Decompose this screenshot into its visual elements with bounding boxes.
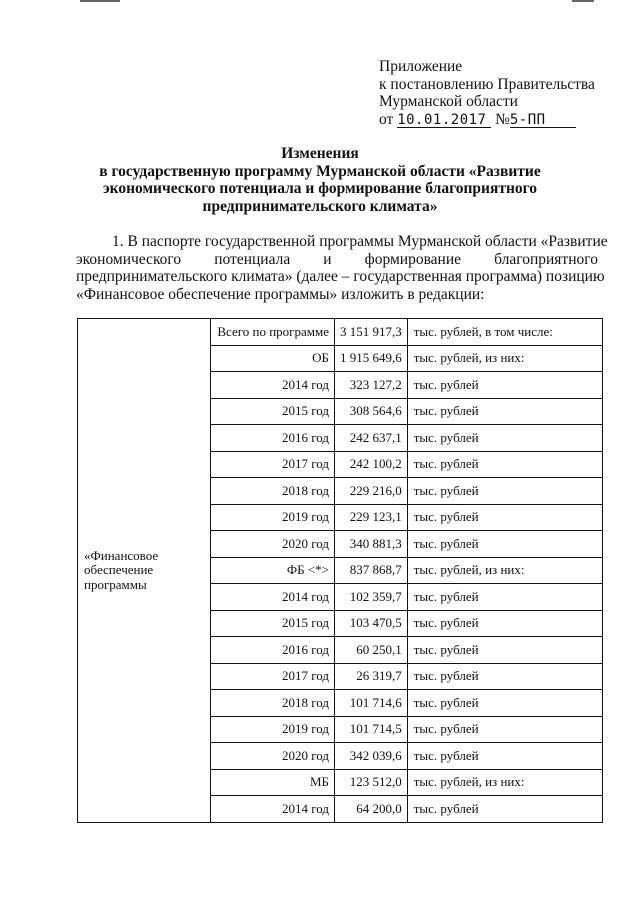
position-label-line: «Финансовое [84, 547, 159, 563]
appendix-header [379, 58, 595, 128]
row-label-cell: Всего по программе [211, 319, 335, 346]
date-value: 10.01.2017 [397, 111, 487, 128]
paragraph-word: благоприятного [494, 250, 598, 268]
row-value-cell: 26 319,7 [335, 663, 408, 690]
paragraph-line-2 [76, 251, 598, 269]
row-label-cell: 2014 год [211, 584, 335, 611]
row-unit-cell: тыс. рублей [407, 637, 602, 664]
appendix-date-line [379, 111, 595, 129]
title-line-2: в государственную программу Мурманской области «Развитие [99, 162, 541, 180]
date-field [397, 113, 491, 128]
row-unit-cell: тыс. рублей [407, 398, 602, 425]
row-unit-cell: тыс. рублей [407, 796, 602, 823]
title-line-1: Изменения [281, 145, 359, 162]
table-row [78, 319, 603, 346]
position-label-line: программы [84, 576, 147, 592]
paragraph-word: формирование [364, 250, 462, 268]
scan-edge-mark-right [572, 0, 594, 2]
paragraph-word: и [323, 250, 332, 268]
row-label-cell: 2019 год [211, 716, 335, 743]
row-unit-cell: тыс. рублей [407, 451, 602, 478]
row-value-cell: 323 127,2 [335, 372, 408, 399]
position-label-cell [78, 319, 211, 823]
row-label-cell: 2015 год [211, 398, 335, 425]
row-unit-cell: тыс. рублей [407, 504, 602, 531]
financing-table-body [78, 319, 603, 823]
row-value-cell: 308 564,6 [335, 398, 408, 425]
row-value-cell: 103 470,5 [335, 610, 408, 637]
row-value-cell: 837 868,7 [335, 557, 408, 584]
row-unit-cell: тыс. рублей [407, 584, 602, 611]
date-prefix: от [379, 110, 394, 128]
document-title [60, 145, 580, 215]
row-label-cell: 2014 год [211, 796, 335, 823]
paragraph-line-4: «Финансовое обеспечение программы» изложить в редакции: [76, 285, 485, 303]
row-unit-cell: тыс. рублей [407, 716, 602, 743]
row-label-cell: 2015 год [211, 610, 335, 637]
row-unit-cell: тыс. рублей [407, 690, 602, 717]
number-field [510, 113, 576, 128]
row-unit-cell: тыс. рублей, в том числе: [407, 319, 602, 346]
row-label-cell: 2017 год [211, 663, 335, 690]
paragraph-line-1: 1. В паспорте государственной программы Мурманской области «Развитие [112, 233, 608, 250]
number-prefix: № [495, 110, 510, 128]
row-unit-cell: тыс. рублей [407, 425, 602, 452]
row-label-cell: 2016 год [211, 637, 335, 664]
paragraph-line-3: предпринимательского климата» (далее – государственная программа) позицию [76, 268, 605, 285]
row-label-cell: 2017 год [211, 451, 335, 478]
row-value-cell: 229 216,0 [335, 478, 408, 505]
row-label-cell: 2016 год [211, 425, 335, 452]
row-label-cell: 2020 год [211, 531, 335, 558]
row-value-cell: 229 123,1 [335, 504, 408, 531]
row-value-cell: 242 100,2 [335, 451, 408, 478]
row-value-cell: 102 359,7 [335, 584, 408, 611]
row-label-cell: 2020 год [211, 743, 335, 770]
row-unit-cell: тыс. рублей, из них: [407, 557, 602, 584]
appendix-line-3: Мурманской области [379, 93, 518, 110]
body-paragraph [76, 233, 608, 303]
number-value: 5-ПП [509, 111, 546, 128]
row-unit-cell: тыс. рублей [407, 478, 602, 505]
row-value-cell: 3 151 917,3 [335, 319, 408, 346]
row-unit-cell: тыс. рублей, из них: [407, 769, 602, 796]
row-value-cell: 101 714,5 [335, 716, 408, 743]
row-label-cell: МБ [211, 769, 335, 796]
paragraph-word: экономического [76, 250, 182, 268]
row-value-cell: 1 915 649,6 [335, 345, 408, 372]
row-value-cell: 342 039,6 [335, 743, 408, 770]
position-label-line: обеспечение [84, 562, 154, 577]
row-value-cell: 242 637,1 [335, 425, 408, 452]
row-value-cell: 101 714,6 [335, 690, 408, 717]
title-line-3: экономического потенциала и формирование благоприятного [102, 180, 538, 197]
paragraph-word: потенциала [214, 250, 291, 268]
row-label-cell: 2018 год [211, 478, 335, 505]
row-value-cell: 60 250,1 [335, 637, 408, 664]
appendix-line-2: к постановлению Правительства [379, 75, 595, 93]
row-label-cell: 2014 год [211, 372, 335, 399]
row-unit-cell: тыс. рублей [407, 372, 602, 399]
row-unit-cell: тыс. рублей [407, 610, 602, 637]
row-value-cell: 64 200,0 [335, 796, 408, 823]
scan-edge-mark-left [80, 0, 120, 2]
row-label-cell: ФБ <*> [211, 557, 335, 584]
row-unit-cell: тыс. рублей [407, 743, 602, 770]
financing-table [77, 318, 603, 823]
row-unit-cell: тыс. рублей [407, 531, 602, 558]
row-label-cell: ОБ [211, 345, 335, 372]
row-value-cell: 123 512,0 [335, 769, 408, 796]
row-unit-cell: тыс. рублей, из них: [407, 345, 602, 372]
row-unit-cell: тыс. рублей [407, 663, 602, 690]
row-label-cell: 2018 год [211, 690, 335, 717]
appendix-line-1: Приложение [379, 58, 463, 75]
title-line-4: предпринимательского климата» [202, 197, 438, 215]
row-value-cell: 340 881,3 [335, 531, 408, 558]
row-label-cell: 2019 год [211, 504, 335, 531]
